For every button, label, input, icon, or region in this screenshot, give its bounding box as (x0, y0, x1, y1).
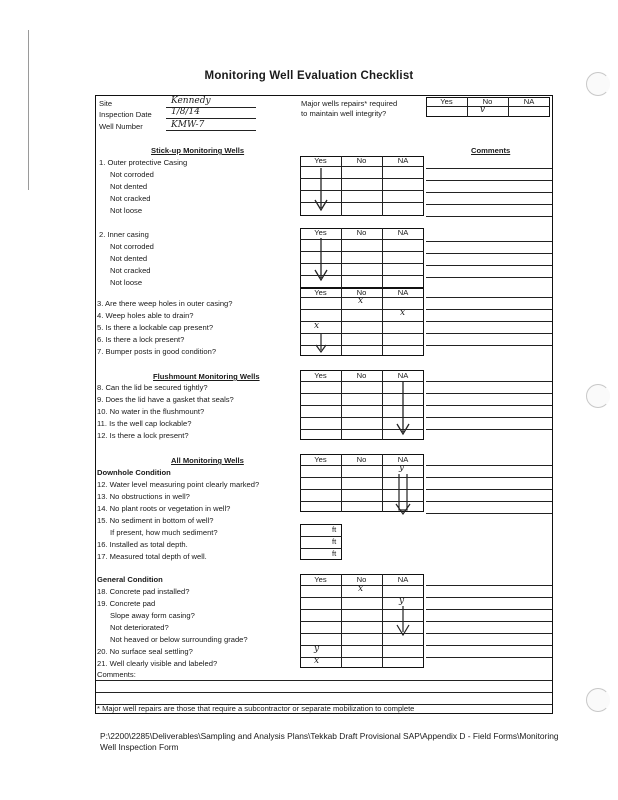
flush-no-header: No (356, 371, 367, 380)
q5-yes-mark: x (314, 321, 320, 331)
outer-item-1: Not corroded (110, 170, 154, 179)
q19-na-mark: y (399, 596, 405, 606)
question-9: 9. Does the lid have a gasket that seals? (97, 395, 234, 404)
sediment-amount: If present, how much sediment? (110, 528, 218, 537)
not-deteriorated: Not deteriorated? (110, 623, 169, 632)
general-yes-header: Yes (314, 575, 327, 584)
major-repairs-question-2: to maintain well integrity? (301, 109, 387, 118)
footnote: * Major well repairs are those that require a subcontractor or separate mobilization to complete (97, 704, 415, 713)
flush-na-header: NA (397, 371, 409, 380)
site-value: Kennedy (171, 96, 211, 106)
question-18: 18. Concrete pad installed? (97, 587, 190, 596)
question-3: 3. Are there weep holes in outer casing? (97, 299, 233, 308)
comments-label: Comments: (97, 670, 136, 679)
date-underline (166, 118, 256, 119)
downhole-no-header: No (356, 455, 367, 464)
well-number-label: Well Number (99, 122, 143, 131)
question-13: 13. No obstructions in well? (97, 492, 190, 501)
major-yes-header: Yes (440, 97, 453, 106)
ft-unit-1: ft (332, 525, 337, 534)
question-20: 20. No surface seal settling? (97, 647, 193, 656)
page-title: Monitoring Well Evaluation Checklist (204, 70, 414, 82)
slope-away: Slope away form casing? (110, 611, 195, 620)
inspection-date-value: 1/8/14 (171, 107, 200, 117)
question-16: 16. Installed as total depth. (97, 540, 188, 549)
downhole-na-header: NA (397, 455, 409, 464)
ft-unit-3: ft (332, 549, 337, 558)
q3-yes-header: Yes (314, 288, 327, 297)
question-4: 4. Weep holes able to drain? (97, 311, 194, 320)
outer-item-3: Not cracked (110, 194, 151, 203)
not-heaved: Not heaved or below surrounding grade? (110, 635, 248, 644)
question-8: 8. Can the lid be secured tightly? (97, 383, 208, 392)
flush-yes-header: Yes (314, 371, 327, 380)
q12-na-mark: y (399, 463, 405, 473)
outer-casing-label: 1. Outer protective Casing (99, 158, 188, 167)
question-17: 17. Measured total depth of well. (97, 552, 207, 561)
question-15: 15. No sediment in bottom of well? (97, 516, 214, 525)
stickup-section-title: Stick-up Monitoring Wells (151, 146, 245, 155)
general-title: General Condition (97, 575, 163, 584)
well-underline (166, 130, 256, 131)
outer-item-4: Not loose (110, 206, 143, 215)
inspection-date-label: Inspection Date (99, 110, 152, 119)
inner-item-4: Not loose (110, 278, 143, 287)
downhole-title: Downhole Condition (97, 468, 171, 477)
question-10: 10. No water in the flushmount? (97, 407, 205, 416)
question-12-water: 12. Water level measuring point clearly marked? (97, 480, 260, 489)
handdrawn-down-arrow (311, 236, 331, 286)
inner-casing-label: 2. Inner casing (99, 230, 149, 239)
q3-no-mark: x (358, 296, 364, 306)
handdrawn-down-arrow (393, 604, 413, 638)
outer-na-header: NA (397, 156, 409, 165)
question-21: 21. Well clearly visible and labeled? (97, 659, 218, 668)
punch-hole (586, 384, 610, 408)
handdrawn-down-arrow (311, 332, 331, 356)
question-11: 11. Is the well cap lockable? (97, 419, 192, 428)
inner-na-header: NA (397, 228, 409, 237)
outer-no-header: No (356, 156, 367, 165)
q3-na-header: NA (397, 288, 409, 297)
inner-item-2: Not dented (110, 254, 148, 263)
site-label: Site (99, 99, 113, 108)
general-na-header: NA (397, 575, 409, 584)
q21-yes-mark: x (314, 656, 320, 666)
outer-item-2: Not dented (110, 182, 148, 191)
scan-margin-line (28, 30, 29, 190)
q4-na-mark: x (400, 308, 406, 318)
question-6: 6. Is there a lock present? (97, 335, 185, 344)
major-no-check: v (480, 105, 486, 115)
major-na-header: NA (523, 97, 535, 106)
well-number-value: KMW-7 (171, 120, 205, 130)
handdrawn-down-arrow (311, 166, 331, 216)
inner-yes-header: Yes (314, 228, 327, 237)
handdrawn-down-arrow (393, 380, 413, 440)
file-path-footer: P:\2200\2285\Deliverables\Sampling and Analysis Plans\Tekkab Draft Provisional SAP\Appendix D - Field Forms\Monitoring Well Inspection Form (100, 731, 559, 752)
question-19: 19. Concrete pad (97, 599, 156, 608)
all-wells-section-title: All Monitoring Wells (171, 456, 244, 465)
question-7: 7. Bumper posts in good condition? (97, 347, 217, 356)
major-no-header: No (482, 97, 493, 106)
flushmount-section-title: Flushmount Monitoring Wells (153, 372, 260, 381)
ft-unit-2: ft (332, 537, 337, 546)
q3-no-header: No (356, 288, 367, 297)
inner-item-3: Not cracked (110, 266, 151, 275)
comments-title: Comments (471, 146, 511, 155)
major-repairs-question: Major wells repairs* required (301, 99, 398, 108)
downhole-yes-header: Yes (314, 455, 327, 464)
inner-no-header: No (356, 228, 367, 237)
q18-no-mark: x (358, 584, 364, 594)
punch-hole (586, 688, 610, 712)
question-5: 5. Is there a lockable cap present? (97, 323, 214, 332)
handdrawn-down-arrow (393, 472, 413, 518)
q20-yes-mark: y (314, 644, 320, 654)
question-14: 14. No plant roots or vegetation in well? (97, 504, 231, 513)
inner-item-1: Not corroded (110, 242, 154, 251)
question-12-flush: 12. Is there a lock present? (97, 431, 189, 440)
checklist-form (95, 95, 553, 714)
general-no-header: No (356, 575, 367, 584)
outer-yes-header: Yes (314, 156, 327, 165)
